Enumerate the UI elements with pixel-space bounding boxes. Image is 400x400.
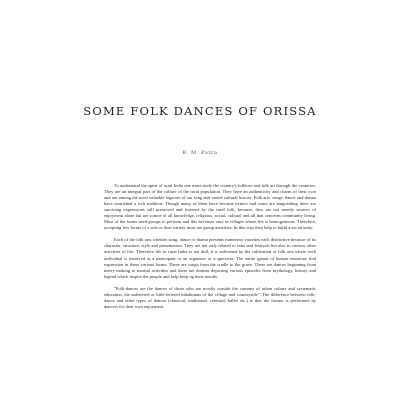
paragraph-2: Each of the folk arts whether song, dance or drama presents numerous varieties each distinctive because of its character, structure, style and presentation. They are not only related to fairs and festivals but also to various other activities of life. Therefore life in rural India is not dull, it is enlivened by the cultivation of folk arts where each individual is involved as a participant or an organiser or a spectator. The entire gamut of human emotions find expression in these various forms. These are songs from the cradle to the grave. There are dances beginning from merry-making to martial activities and there are dramas depicting various episodes from mythology, history and legend which inspire the people and help keep up their morals. [104, 237, 316, 279]
paragraph-3: "Folk-dances are the dances of those who are mostly outside the currents of urban culture and systematic education, the unlettered or little-lettered inhabitants of the village and countryside". The difference between folk-dance and other types of dances (classical, traditional, celestial, ballet etc.) is that the former is performed by dancers for their own enjoyment. [104, 285, 316, 309]
article-title: SOME FOLK DANCES OF ORISSA [83, 104, 317, 118]
paragraph-1: To understand the spirit of rural India one must study the country's folklore and folk art through the centuries. They are an integral part of the culture of the rural population. They have an authenticity and charm of their own and are among the most valuable legacies of our long and varied cultural history. Folk arts, songs, dance and drama have nourished a rich tradition. Though many of them have become extinct and some are languishing there are surviving expressions still preserved and fostered by the rural folk, because, they are not merely sources of enjoyment alone but are source of all knowledge, religious, social, cultural and all that concerns community living. Most of the forms need groups to perform and this becomes easy in villages where life is homogeneous. Therefore, accepting few forms of a solo or duet variety most are group activities. In this way they help to build a social unity. [104, 183, 316, 231]
article-author: B. M. Patra [182, 150, 218, 156]
article-body [104, 183, 316, 316]
